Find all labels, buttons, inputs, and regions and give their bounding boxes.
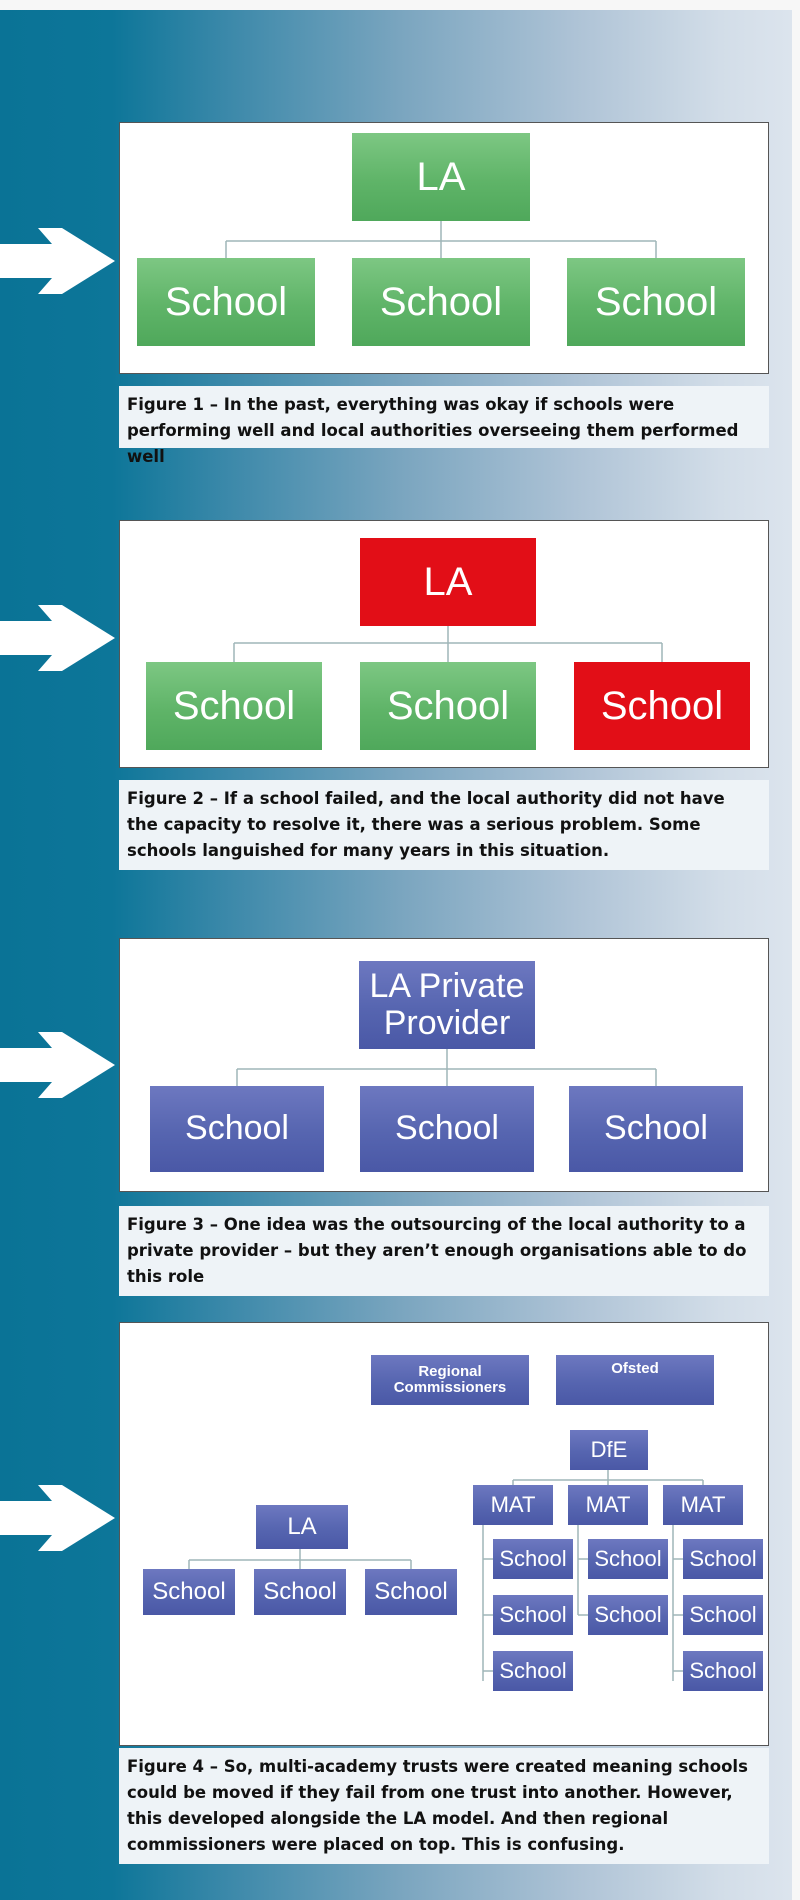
arrow-right-icon xyxy=(0,1485,120,1551)
school-box: School xyxy=(352,258,530,346)
figure-4-caption: Figure 4 – So, multi-academy trusts were created meaning schools could be moved if they fail from one trust into another. However, this developed alongside the LA model. And then regional commissioners were placed on top. This is confusing. xyxy=(119,1748,769,1864)
mat-school-box: School xyxy=(683,1651,763,1691)
la-box-failed: LA xyxy=(360,538,536,626)
mat-box: MAT xyxy=(473,1485,553,1525)
la-box: LA xyxy=(256,1505,348,1549)
arrow-right-icon xyxy=(0,228,120,294)
figure-2-diagram xyxy=(119,520,769,768)
figure-1-diagram xyxy=(119,122,769,374)
mat-school-box: School xyxy=(683,1539,763,1579)
ofsted-box: Ofsted xyxy=(556,1355,714,1405)
figure-2-caption: Figure 2 – If a school failed, and the local authority did not have the capacity to resolve it, there was a serious problem. Some schools languished for many years in this situation. xyxy=(119,780,769,870)
school-box: School xyxy=(143,1569,235,1615)
figure-4-diagram xyxy=(119,1322,769,1746)
school-box: School xyxy=(360,1086,534,1172)
school-box: School xyxy=(365,1569,457,1615)
regional-commissioners-box: Regional Commissioners xyxy=(371,1355,529,1405)
mat-school-box: School xyxy=(493,1595,573,1635)
mat-box: MAT xyxy=(663,1485,743,1525)
figure-3-diagram xyxy=(119,938,769,1192)
mat-school-box: School xyxy=(493,1651,573,1691)
school-box: School xyxy=(360,662,536,750)
figure-3-caption: Figure 3 – One idea was the outsourcing of the local authority to a private provider – but they aren’t enough organisations able to do this role xyxy=(119,1206,769,1296)
school-box: School xyxy=(146,662,322,750)
mat-school-box: School xyxy=(493,1539,573,1579)
school-box: School xyxy=(137,258,315,346)
arrow-right-icon xyxy=(0,605,120,671)
dfe-box: DfE xyxy=(570,1430,648,1470)
mat-school-box: School xyxy=(588,1539,668,1579)
mat-school-box: School xyxy=(683,1595,763,1635)
school-box: School xyxy=(569,1086,743,1172)
la-box: LA xyxy=(352,133,530,221)
school-box: School xyxy=(567,258,745,346)
figure-1-caption: Figure 1 – In the past, everything was okay if schools were performing well and local authorities overseeing them performed well xyxy=(119,386,769,448)
arrow-right-icon xyxy=(0,1032,120,1098)
top-band xyxy=(0,0,800,10)
mat-school-box: School xyxy=(588,1595,668,1635)
school-box: School xyxy=(150,1086,324,1172)
mat-box: MAT xyxy=(568,1485,648,1525)
school-box-failed: School xyxy=(574,662,750,750)
la-private-provider-box: LA Private Provider xyxy=(359,961,535,1049)
right-strip xyxy=(792,0,800,1900)
school-box: School xyxy=(254,1569,346,1615)
